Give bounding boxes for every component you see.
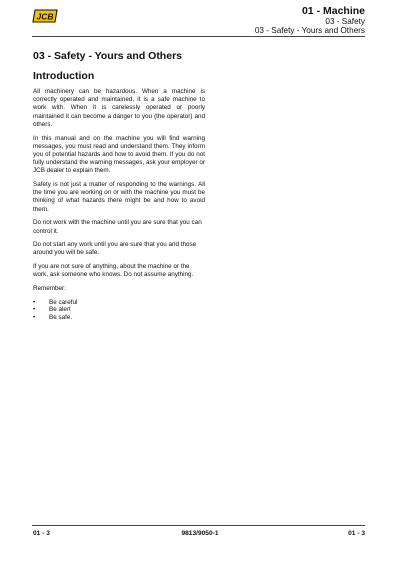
bullet-icon: •	[33, 298, 36, 306]
section-title: 01 - Machine	[301, 5, 365, 17]
paragraph: In this manual and on the machine you will find warning messages, you must read and understand them. They inform you of potential hazards and how to avoid them. If you do not fully understand the warning messages, ask your employer or JCB dealer to explain them.	[33, 134, 205, 175]
logo-text: JCB	[36, 11, 54, 22]
list-item-text: Be careful	[49, 298, 78, 306]
introduction-heading: Introduction	[33, 70, 95, 82]
remember-label: Remember:	[33, 285, 66, 293]
bullet-icon: •	[33, 306, 36, 314]
footer-divider	[32, 525, 365, 526]
footer-page-number-left: 01 - 3	[33, 530, 50, 537]
main-content	[33, 50, 205, 322]
reminder-list	[33, 299, 205, 322]
footer-page-number-right: 01 - 3	[348, 530, 365, 537]
list-item	[33, 299, 205, 307]
list-item-text: Be safe.	[49, 313, 73, 321]
bullet-icon: •	[33, 313, 36, 321]
list-item	[33, 314, 205, 322]
paragraph: Do not work with the machine until you are sure that you can control it.	[33, 219, 202, 235]
footer-document-number: 9813/9050-1	[181, 530, 219, 537]
page-title: 03 - Safety - Yours and Others	[33, 50, 182, 62]
list-item-text: Be alert	[49, 306, 71, 314]
paragraph: All machinery can be hazardous. When a machine is correctly operated and maintained, it is a safe machine to work with. When it is carelessly operated or poorly maintained it can become a danger to you (the operator) and others.	[33, 88, 205, 128]
paragraph: Safety is not just a matter of responding to the warnings. All the time you are working on or with the machine you must be thinking of what hazards there might be and how to avoid them.	[33, 181, 205, 213]
paragraph: Do not start any work until you are sure that you and those around you will be safe.	[33, 241, 197, 257]
list-item	[33, 306, 205, 314]
header-titles	[255, 5, 365, 36]
header-divider	[32, 36, 365, 37]
paragraph: If you are not sure of anything, about the machine or the work, ask someone who knows. Do not assume anything.	[33, 263, 194, 279]
subsection-title: 03 - Safety	[325, 17, 365, 27]
jcb-logo	[32, 9, 58, 23]
topic-title: 03 - Safety - Yours and Others	[254, 26, 365, 36]
